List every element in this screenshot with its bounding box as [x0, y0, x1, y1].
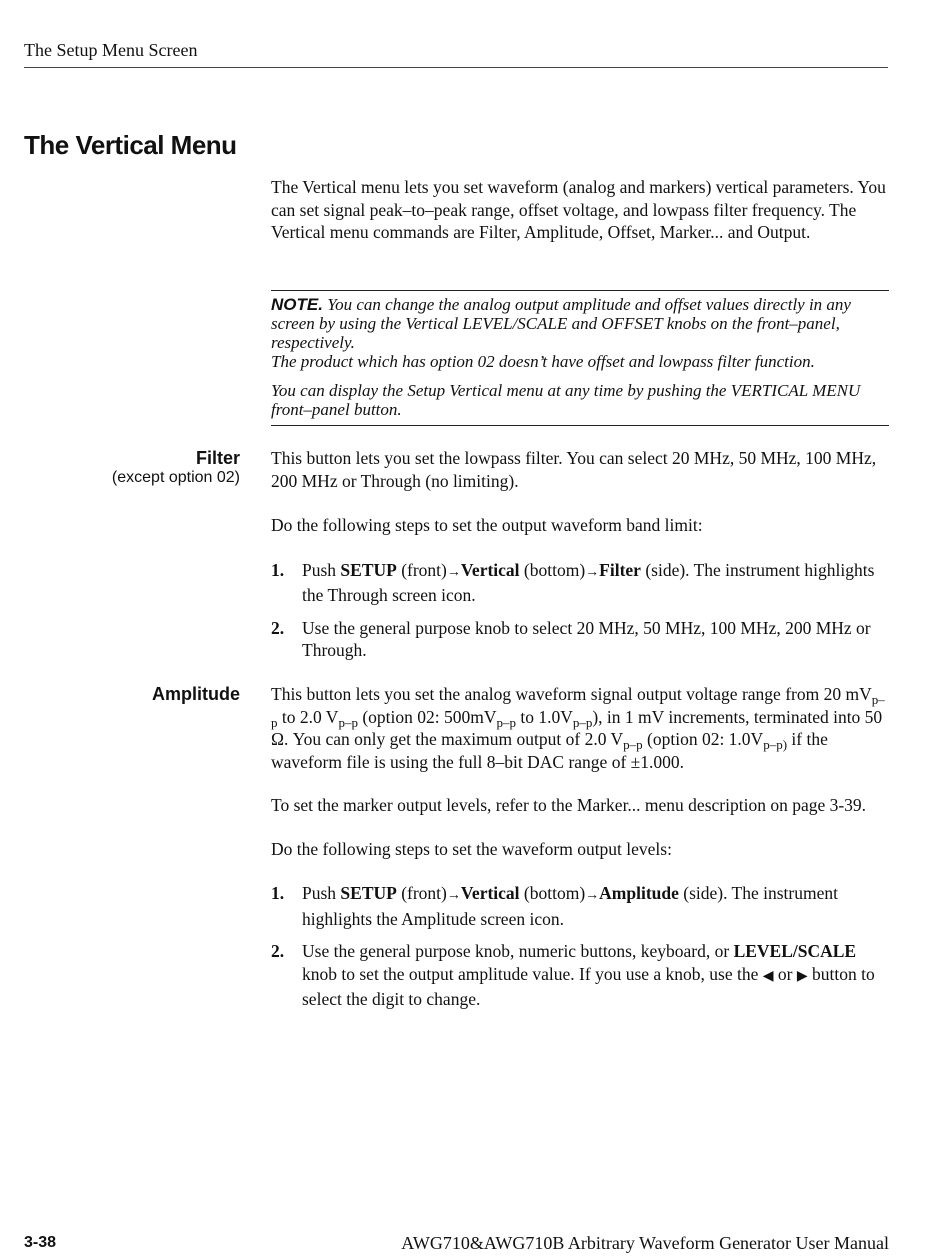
amplitude-side-heading — [152, 684, 240, 704]
amplitude-description: This button lets you set the analog waveform signal output voltage range from 20 $mV_{p-p}$ to 2.0 $V_{p-p}$ (option 02: $500mV_{p-p}$ to $1.0V_{p-p}$), in 1 mV increments, terminated into 50 Ω. You can only get the maximum output of 2.0 $V_{p-p}$ (option 02: $1.0V_{p-p)}$ if the waveform file is using the full 8–bit DAC range of ±1.000. — [271, 684, 885, 772]
step-number: 1. — [271, 883, 285, 903]
amplitude-heading: Amplitude — [152, 684, 240, 704]
amplitude-steps — [271, 882, 889, 1011]
filter-step-2 — [271, 617, 889, 662]
filter-step-1: 1. Push SETUP (front)→Vertical (bottom)→Filter (side). The instrument highlights the Through screen icon. — [271, 559, 875, 605]
filter-section — [271, 447, 889, 672]
amplitude-key: Amplitude — [599, 883, 679, 903]
page-title: The Vertical Menu — [24, 130, 237, 160]
amplitude-marker-reference: To set the marker output levels, refer to the Marker... menu description on page 3-39. — [271, 795, 867, 815]
filter-step-2-text: Use the general purpose knob to select 20 MHz, 50 MHz, 100 MHz, 200 MHz or Through. — [302, 617, 871, 660]
level-scale-key: LEVEL/SCALE — [733, 941, 857, 961]
note-box — [271, 290, 889, 426]
amplitude-step-1: 1. Push SETUP (front)→Vertical (bottom)→Amplitude (side). The instrument highlights the Amplitude screen icon. — [271, 883, 838, 929]
left-arrow-button-icon: ◀ — [762, 968, 774, 984]
manual-title: AWG710&AWG710B Arbitrary Waveform Generator User Manual — [401, 1233, 889, 1253]
amplitude-section — [271, 683, 889, 1021]
filter-side-heading — [112, 448, 240, 488]
amplitude-step-2: 2. Use the general purpose knob, numeric buttons, keyboard, or LEVEL/SCALE knob to set the output amplitude value. If you use a knob, use the ◀ or ▶ button to select the digit to change. — [271, 941, 875, 1009]
filter-steps — [271, 559, 889, 662]
filter-key: Filter — [599, 559, 641, 580]
right-arrow-button-icon: ▶ — [796, 968, 808, 984]
filter-subheading: (except option 02) — [111, 469, 240, 486]
filter-steps-intro: Do the following steps to set the output waveform band limit: — [271, 515, 703, 535]
running-header — [24, 40, 888, 68]
note-paragraph-1 — [271, 295, 889, 352]
step-number: 2. — [271, 617, 285, 638]
filter-description: This button lets you set the lowpass filter. You can select 20 MHz, 50 MHz, 100 MHz, 200 MHz or Through (no limiting). — [271, 448, 877, 491]
right-arrow-icon: → — [585, 564, 600, 580]
right-arrow-icon: → — [446, 564, 461, 580]
vertical-key: Vertical — [460, 559, 520, 580]
intro-paragraph — [271, 176, 889, 244]
running-header-title: The Setup Menu Screen — [24, 40, 198, 60]
filter-heading: Filter — [195, 448, 240, 468]
step-number: 1. — [271, 559, 285, 580]
step-number: 2. — [271, 941, 285, 961]
note-text-1: You can change the analog output amplitude and offset values directly in any screen by using the Vertical LEVEL/SCALE and OFFSET knobs on the front–panel, respectively. — [271, 295, 851, 352]
vertical-key: Vertical — [460, 883, 520, 903]
setup-key: SETUP — [340, 883, 397, 903]
intro-text: The Vertical menu lets you set waveform (analog and markers) vertical parameters. You can set signal peak–to–peak range, offset voltage, and lowpass filter frequency. The Vertical menu commands are Filter, Amplitude, Offset, Marker... and Output. — [271, 177, 886, 242]
right-arrow-icon: → — [585, 888, 600, 903]
note-paragraph-2: The product which has option 02 doesn’t have offset and lowpass filter function. — [271, 352, 815, 371]
page-number: 3-38 — [24, 1234, 57, 1251]
note-paragraph-3: You can display the Setup Vertical menu at any time by pushing the VERTICAL MENU front–panel button. — [271, 381, 861, 419]
note-label: NOTE. — [271, 295, 323, 314]
setup-key: SETUP — [340, 559, 397, 580]
amplitude-steps-intro: Do the following steps to set the waveform output levels: — [271, 838, 672, 859]
right-arrow-icon: → — [446, 888, 461, 903]
